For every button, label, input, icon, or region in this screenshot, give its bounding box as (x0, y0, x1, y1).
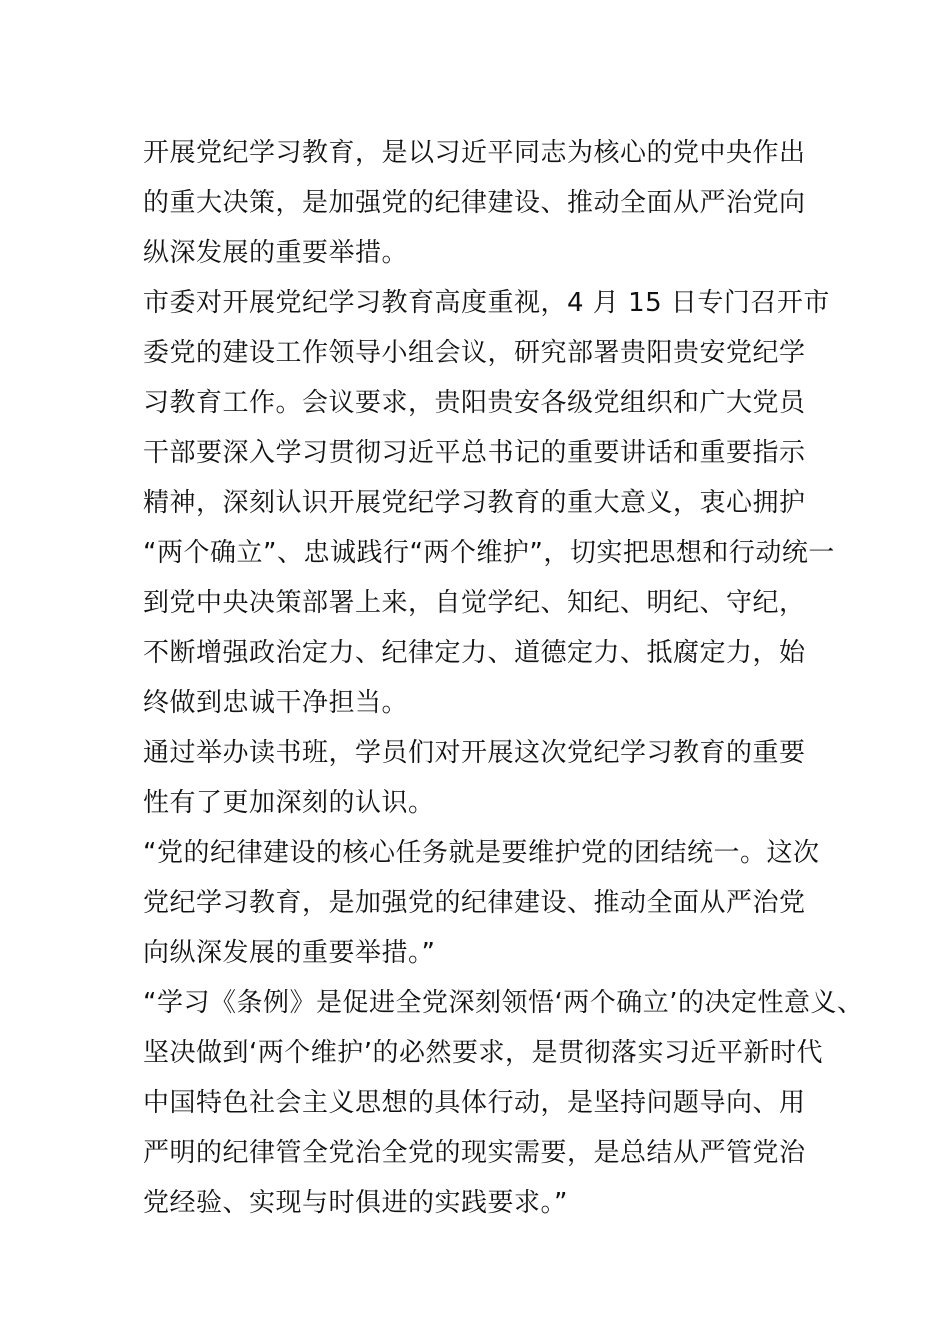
text-line: 习教育工作。会议要求，贵阳贵安各级党组织和广大党员 (143, 388, 806, 418)
paragraph-2 (143, 278, 835, 728)
text-line: “党的纪律建设的核心任务就是要维护党的团结统一。这次 (143, 838, 820, 868)
text-line: 严明的纪律管全党治全党的现实需要，是总结从严管党治 (143, 1138, 806, 1168)
text-line: 干部要深入学习贯彻习近平总书记的重要讲话和重要指示 (143, 438, 806, 468)
text-line: 终做到忠诚干净担当。 (143, 688, 409, 718)
paragraph-3 (143, 728, 823, 828)
text-line: 市委对开展党纪学习教育高度重视，4 月 15 日专门召开市 (143, 288, 830, 318)
text-line: 中国特色社会主义思想的具体行动，是坚持问题导向、用 (143, 1088, 806, 1118)
text-line: “两个确立”、忠诚践行“两个维护”，切实把思想和行动统一 (143, 538, 835, 568)
text-line: 到党中央决策部署上来，自觉学纪、知纪、明纪、守纪， (143, 588, 806, 618)
paragraph-4 (143, 828, 823, 978)
text-line: 向纵深发展的重要举措。” (143, 938, 436, 968)
text-line: 开展党纪学习教育，是以习近平同志为核心的党中央作出 (143, 138, 806, 168)
text-line: 坚决做到‘两个维护’的必然要求，是贯彻落实习近平新时代 (143, 1038, 824, 1068)
text-line: 委党的建设工作领导小组会议，研究部署贵阳贵安党纪学 (143, 338, 806, 368)
document-body (143, 128, 864, 1228)
text-line: 的重大决策，是加强党的纪律建设、推动全面从严治党向 (143, 188, 806, 218)
text-line: 不断增强政治定力、纪律定力、道德定力、抵腐定力，始 (143, 638, 806, 668)
text-line: 通过举办读书班，学员们对开展这次党纪学习教育的重要 (143, 738, 806, 768)
paragraph-1 (143, 128, 823, 278)
text-line: 党经验、实现与时俱进的实践要求。” (143, 1188, 568, 1218)
text-line: 纵深发展的重要举措。 (143, 238, 409, 268)
paragraph-5 (143, 978, 864, 1228)
text-line: 精神，深刻认识开展党纪学习教育的重大意义，衷心拥护 (143, 488, 806, 518)
text-line: 党纪学习教育，是加强党的纪律建设、推动全面从严治党 (143, 888, 806, 918)
text-line: “学习《条例》是促进全党深刻领悟‘两个确立’的决定性意义、 (143, 988, 864, 1018)
text-line: 性有了更加深刻的认识。 (143, 788, 435, 818)
